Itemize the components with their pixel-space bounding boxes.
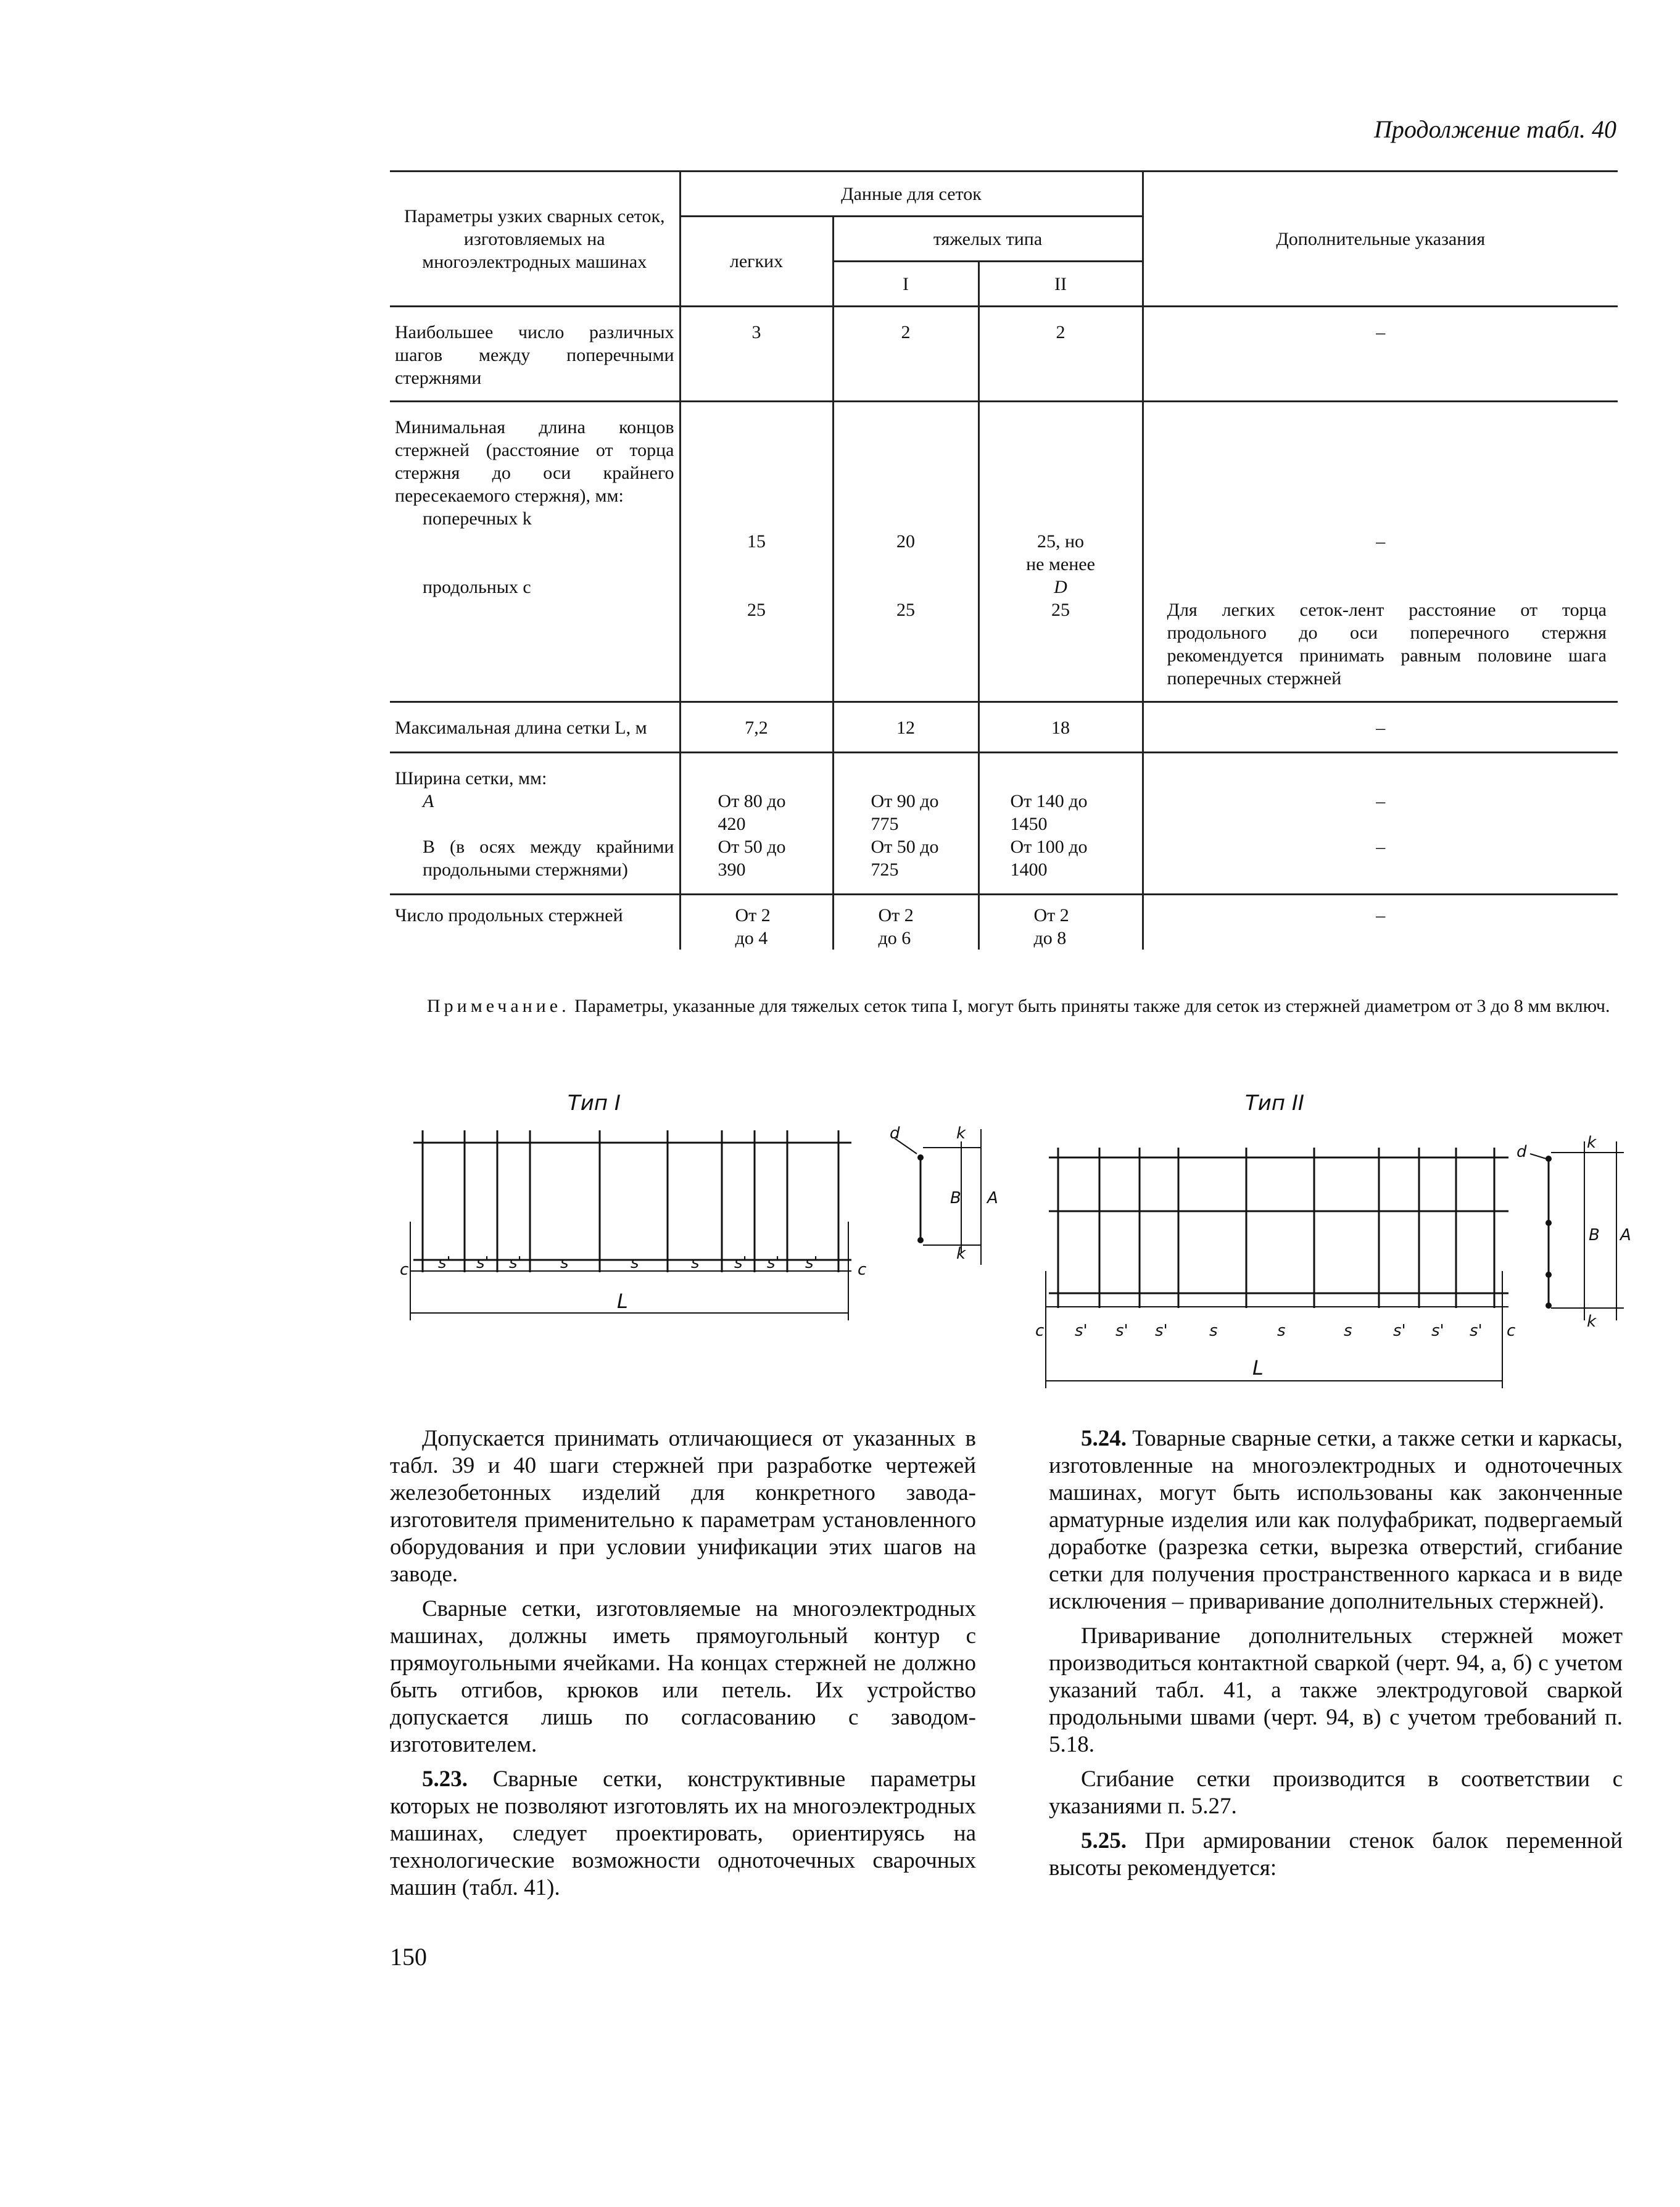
right-column — [1049, 1425, 1623, 1889]
row-steps-t2: 2 — [979, 307, 1143, 402]
header-notes: Дополнительные указания — [1143, 172, 1618, 307]
paragraph-5-24 — [1049, 1425, 1623, 1615]
fig1-label-d: d — [890, 1124, 900, 1143]
fig2-label-L: L — [1252, 1356, 1264, 1380]
fig2-label-d: d — [1517, 1143, 1527, 1161]
row-count-t2-value: От 2 до 8 — [1033, 905, 1069, 948]
fig1-label-A: A — [987, 1189, 998, 1207]
row-width-b-t2: От 100 до 1400 — [1010, 837, 1088, 880]
fig2-label-s-1: s — [1209, 1322, 1218, 1340]
row-count-t1 — [833, 895, 979, 950]
figure-type1-section — [882, 1111, 1018, 1283]
left-column — [390, 1425, 976, 1909]
left-paragraph-2: Сварные сетки, изготовляемые на многоэлектродных машинах, должны иметь прямоугольный контур с прямоугольными ячейками. На концах стержней не должно быть отгибов, крюков или петель. Их устройство допускается лишь по согласованию с заводом-изготовителем. — [390, 1596, 976, 1757]
row-count-light — [680, 895, 833, 950]
row-width-b-note: – — [1376, 837, 1386, 857]
row-length-t2: 18 — [979, 702, 1143, 753]
header-light: легких — [680, 217, 833, 307]
table-row — [390, 702, 1618, 753]
row-count-t1-value: От 2 до 6 — [878, 905, 914, 948]
row-ends-cross-t1: 20 — [896, 531, 915, 552]
fig2-label-s-prime-2: s' — [1115, 1322, 1128, 1340]
fig1-label-s-3: s — [691, 1254, 700, 1272]
row-ends-t1 — [833, 402, 979, 702]
row-steps-light: 3 — [680, 307, 833, 402]
row-ends-light — [680, 402, 833, 702]
row-width-note — [1143, 753, 1618, 895]
fig2-label-s-prime-1: s' — [1075, 1322, 1088, 1340]
fig1-label-s-2: s — [631, 1254, 639, 1272]
fig2-label-s-prime-6: s' — [1470, 1322, 1483, 1340]
fig2-label-s-2: s — [1277, 1322, 1286, 1340]
parameters-table — [390, 170, 1618, 950]
row-steps-t1: 2 — [833, 307, 979, 402]
header-data-group: Данные для сеток — [680, 172, 1143, 217]
table-row — [390, 307, 1618, 402]
row-steps-param: Наибольшее число различных шагов между поперечными стержнями — [395, 322, 674, 388]
paragraph-5-25 — [1049, 1828, 1623, 1882]
row-ends-long-light: 25 — [747, 600, 766, 620]
fig1-label-s-prime-1: s' — [438, 1254, 451, 1272]
table-row — [390, 402, 1618, 702]
row-ends-long-note: Для легких сеток-лент расстояние от торца продольного до оси поперечного стержня рекомендуется принимать равным половине шага поперечных стержней — [1167, 600, 1607, 689]
header-heavy: тяжелых типа — [833, 217, 1143, 262]
paragraph-5-24-number: 5.24. — [1081, 1426, 1127, 1451]
figure-type2-section — [1512, 1129, 1635, 1339]
row-ends-cross-light: 15 — [747, 531, 766, 552]
row-ends-cross-note: – — [1376, 531, 1386, 552]
fig1-label-s-prime-4: s' — [734, 1254, 747, 1272]
fig2-label-s-prime-3: s' — [1155, 1322, 1168, 1340]
row-ends-note — [1143, 402, 1618, 702]
fig1-label-B: B — [950, 1189, 961, 1207]
fig1-label-s-1: s — [560, 1254, 569, 1272]
row-width-a-label: A — [423, 791, 434, 811]
table-note-label: Примечание. — [427, 996, 570, 1016]
fig2-label-B: B — [1589, 1226, 1600, 1244]
table-note — [390, 995, 1618, 1017]
fig1-label-k-bottom: k — [956, 1244, 966, 1263]
figure-type1-caption: Тип I — [568, 1091, 621, 1116]
row-ends-cross-t2a: 25, но — [1037, 531, 1085, 552]
row-length-param: Максимальная длина сетки L, м — [390, 702, 680, 753]
row-width-heading: Ширина сетки, мм: — [395, 768, 547, 789]
fig1-label-c-left: c — [400, 1261, 409, 1279]
row-width-b-label: B (в осях между крайними продольными стержнями) — [423, 837, 674, 880]
row-steps-note: – — [1143, 307, 1618, 402]
fig2-label-c-right: c — [1507, 1322, 1516, 1340]
fig1-label-s-prime-3: s' — [509, 1254, 522, 1272]
table-note-text: Параметры, указанные для тяжелых сеток типа I, могут быть приняты также для сеток из стержней диаметром от 3 до 8 мм включ. — [574, 996, 1610, 1016]
row-count-light-value: От 2 до 4 — [735, 905, 771, 948]
row-ends-cross-t2b: не менее — [1026, 554, 1095, 574]
paragraph-5-25-number: 5.25. — [1081, 1828, 1127, 1853]
header-type1: I — [833, 262, 979, 307]
page-number: 150 — [390, 1943, 427, 1971]
fig2-label-k-bottom: k — [1587, 1312, 1597, 1331]
table-continuation-label: Продолжение табл. 40 — [1373, 115, 1616, 143]
row-ends-cross-label: поперечных k — [423, 508, 532, 529]
row-count-note: – — [1143, 895, 1618, 950]
fig2-label-c-left: c — [1035, 1322, 1045, 1340]
fig1-label-L: L — [617, 1290, 628, 1313]
figure-type2 — [1024, 1123, 1518, 1394]
fig1-label-s-prime-2: s' — [476, 1254, 489, 1272]
fig1-label-k-top: k — [956, 1124, 966, 1143]
row-count-t2 — [979, 895, 1143, 950]
table-row — [390, 895, 1618, 950]
row-ends-t2 — [979, 402, 1143, 702]
fig2-label-s-prime-5: s' — [1431, 1322, 1444, 1340]
paragraph-5-23-number: 5.23. — [422, 1766, 468, 1792]
paragraph-5-23-text: Сварные сетки, конструктивные параметры которых не позволяют изготовлять их на многоэлектродных машинах, следует проектировать, ориентируясь на технологические возможности одноточечных сварочных машин (табл. 41). — [390, 1766, 976, 1900]
fig2-label-s-3: s — [1344, 1322, 1352, 1340]
row-length-light: 7,2 — [680, 702, 833, 753]
table-row — [390, 753, 1618, 895]
row-ends-long-t1: 25 — [896, 600, 915, 620]
row-ends-param — [390, 402, 680, 702]
figure-type1 — [395, 1117, 888, 1320]
fig1-label-s-prime-6: s' — [805, 1254, 818, 1272]
row-count-param: Число продольных стержней — [390, 895, 680, 950]
paragraph-5-24-text: Товарные сварные сетки, а также сетки и каркасы, изготовленные на многоэлектродных и одноточечных машинах, могут быть использованы как законченные арматурные изделия или как полуфабрикат, подвергаемый доработке (разрезка сетки, вырезка отверстий, сгибание сетки для получения пространственного каркаса и в виде исключения – приваривание дополнительных стержней). — [1049, 1426, 1623, 1614]
row-length-t1: 12 — [833, 702, 979, 753]
row-ends-long-label: продольных c — [423, 577, 531, 597]
row-width-param — [390, 753, 680, 895]
paragraph-5-23 — [390, 1766, 976, 1902]
row-ends-long-t2: 25 — [1051, 600, 1070, 620]
row-width-t1 — [833, 753, 979, 895]
left-paragraph-1: Допускается принимать отличающиеся от указанных в табл. 39 и 40 шаги стержней при разработке чертежей железобетонных изделий для конкретного завода-изготовителя применительно к параметрам установленного оборудования и при условии унификации этих шагов на заводе. — [390, 1426, 976, 1587]
paragraph-5-25-text: При армировании стенок балок переменной высоты рекомендуется: — [1049, 1828, 1623, 1881]
row-width-a-t1: От 90 до 775 — [871, 791, 939, 834]
row-ends-cross-t2c: D — [1054, 577, 1067, 597]
row-width-b-t1: От 50 до 725 — [871, 837, 939, 880]
header-type2: II — [979, 262, 1143, 307]
figure-type2-caption: Тип II — [1245, 1091, 1304, 1116]
fig1-label-c-right: c — [858, 1261, 867, 1279]
row-ends-heading: Минимальная длина концов стержней (расстояние от торца стержня до оси крайнего пересекаемого стержня), мм: — [395, 417, 674, 506]
fig2-label-A: A — [1620, 1226, 1631, 1244]
header-param: Параметры узких сварных сеток, изготовляемых на многоэлектродных машинах — [390, 172, 680, 307]
right-paragraph-2: Сгибание сетки производится в соответствии с указаниями п. 5.27. — [1049, 1766, 1623, 1819]
row-width-a-light: От 80 до 420 — [718, 791, 786, 834]
row-length-note: – — [1143, 702, 1618, 753]
fig2-label-s-prime-4: s' — [1393, 1322, 1406, 1340]
row-width-light — [680, 753, 833, 895]
fig1-label-s-prime-5: s' — [767, 1254, 780, 1272]
row-width-a-t2: От 140 до 1450 — [1010, 791, 1088, 834]
right-paragraph-1: Приваривание дополнительных стержней может производиться контактной сваркой (черт. 94, а, б) с учетом указаний табл. 41, а также электродуговой сваркой продольными швами (черт. 94, в) с учетом требований п. 5.18. — [1049, 1623, 1623, 1757]
row-width-a-note: – — [1376, 791, 1386, 811]
row-width-b-light: От 50 до 390 — [718, 837, 786, 880]
fig2-label-k-top: k — [1587, 1133, 1597, 1152]
row-width-t2 — [979, 753, 1143, 895]
